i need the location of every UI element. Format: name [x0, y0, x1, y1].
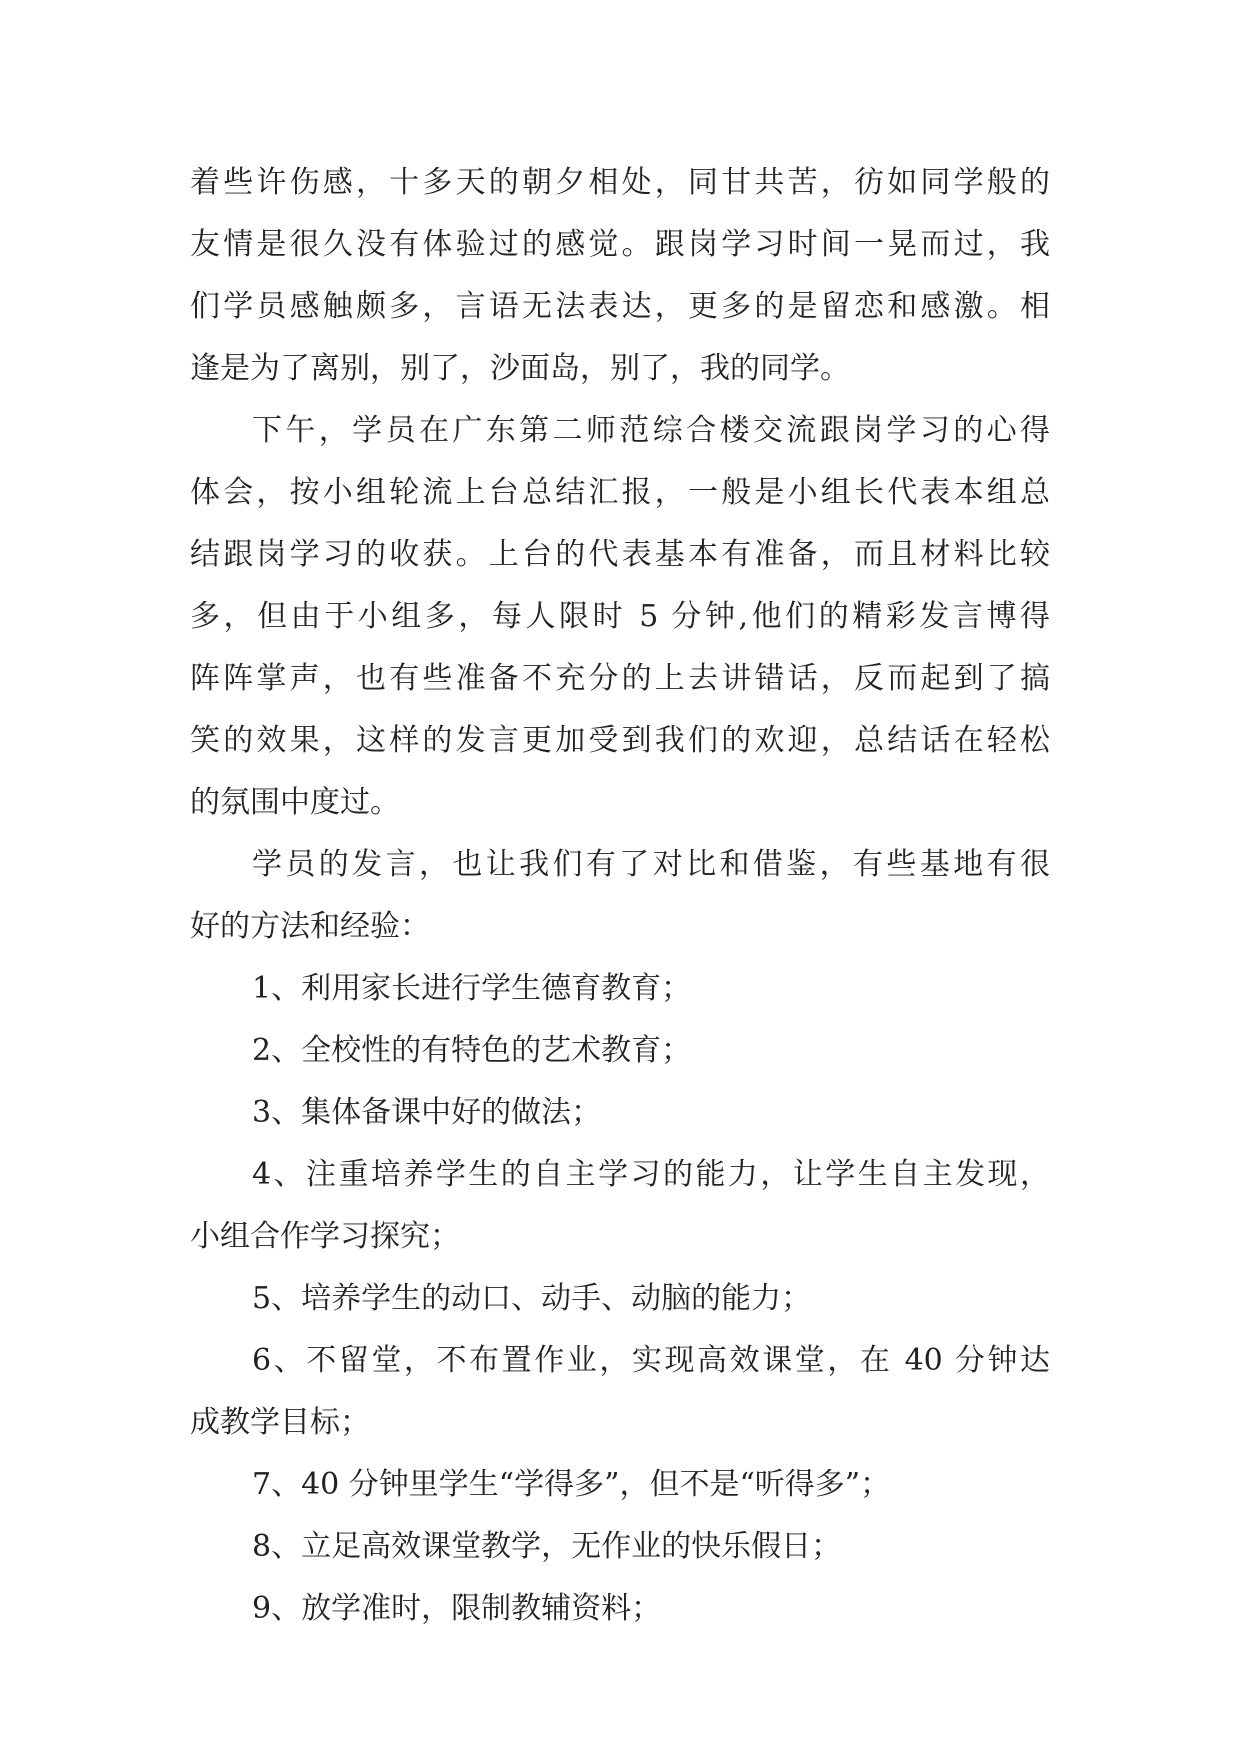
list-item: 7、40 分钟里学生“学得多”，但不是“听得多”；	[252, 1467, 891, 1502]
paragraph-line: 阵阵掌声，也有些准备不充分的上去讲错话，反而起到了搞	[190, 661, 1050, 696]
list-item: 6、不留堂，不布置作业，实现高效课堂，在 40 分钟达	[252, 1343, 1050, 1378]
paragraph-line: 笑的效果，这样的发言更加受到我们的欢迎，总结话在轻松	[190, 723, 1050, 758]
paragraph-line: 逢是为了离别，别了，沙面岛，别了，我的同学。	[190, 351, 850, 386]
paragraph-line: 友情是很久没有体验过的感觉。跟岗学习时间一晃而过，我	[190, 227, 1050, 262]
paragraph-line: 体会，按小组轮流上台总结汇报，一般是小组长代表本组总	[190, 475, 1050, 510]
list-item: 3、集体备课中好的做法；	[252, 1095, 602, 1130]
paragraph-line: 学员的发言，也让我们有了对比和借鉴，有些基地有很	[252, 847, 1050, 882]
list-item: 8、立足高效课堂教学，无作业的快乐假日；	[252, 1529, 842, 1564]
list-item: 9、放学准时，限制教辅资料；	[252, 1591, 662, 1626]
paragraph-line: 好的方法和经验：	[190, 909, 430, 944]
paragraph-line: 下午，学员在广东第二师范综合楼交流跟岗学习的心得	[252, 413, 1050, 448]
paragraph-line: 着些许伤感，十多天的朝夕相处，同甘共苦，彷如同学般的	[190, 165, 1050, 200]
list-item: 4、注重培养学生的自主学习的能力，让学生自主发现，	[252, 1157, 1050, 1192]
paragraph-line: 们学员感触颇多，言语无法表达，更多的是留恋和感激。相	[190, 289, 1050, 324]
list-item: 5、培养学生的动口、动手、动脑的能力；	[252, 1281, 812, 1316]
paragraph-line: 多，但由于小组多，每人限时 5 分钟,他们的精彩发言博得	[190, 599, 1050, 634]
paragraph-line: 结跟岗学习的收获。上台的代表基本有准备，而且材料比较	[190, 537, 1050, 572]
list-item: 1、利用家长进行学生德育教育；	[252, 971, 692, 1006]
list-item-continuation: 成教学目标；	[190, 1405, 370, 1440]
list-item: 2、全校性的有特色的艺术教育；	[252, 1033, 692, 1068]
list-item-continuation: 小组合作学习探究；	[190, 1219, 460, 1254]
paragraph-line: 的氛围中度过。	[190, 785, 400, 820]
